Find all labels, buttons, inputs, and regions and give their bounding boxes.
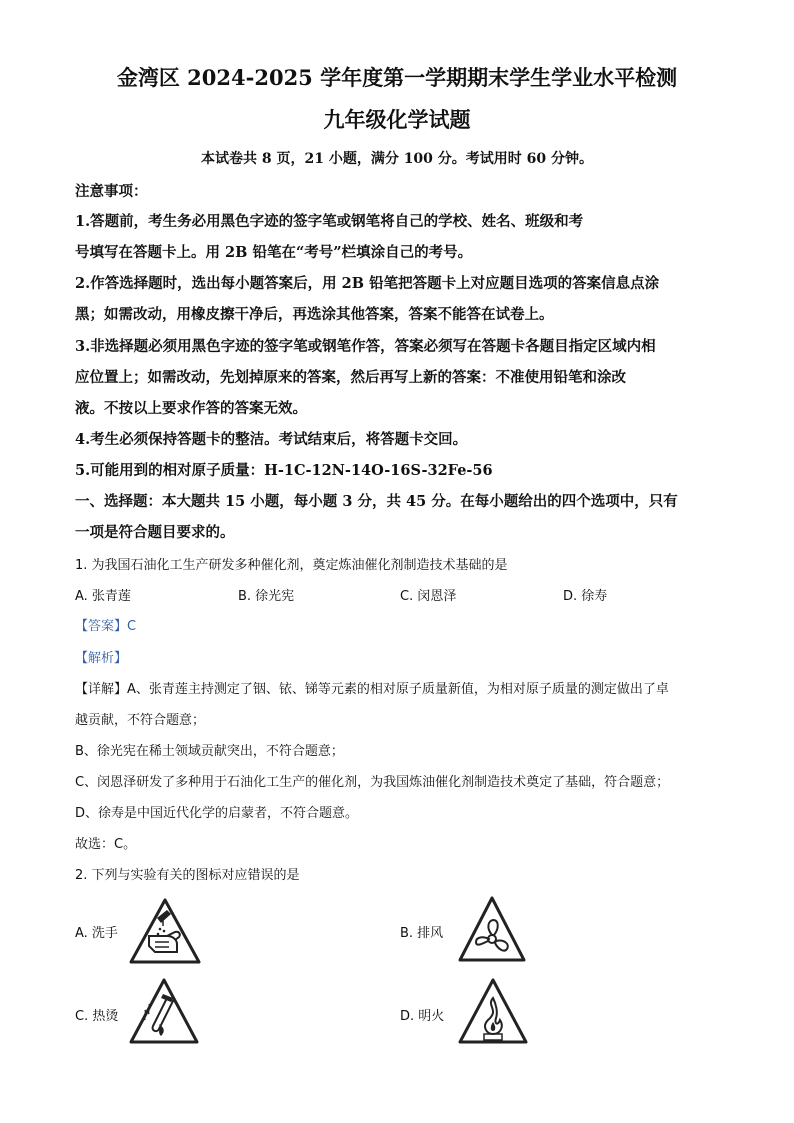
q2-stem: 2. 下列与实验有关的图标对应错误的是	[75, 868, 300, 883]
hand-wash-icon	[127, 896, 203, 968]
q2-option-a-label: A. 洗手	[75, 926, 118, 941]
fan-icon	[456, 894, 528, 966]
q1-detail-1a: 【详解】A、张青莲主持测定了铟、铱、锑等元素的相对原子质量新值，为相对原子质量的测定做出了卓	[75, 682, 669, 697]
q1-answer: 【答案】C	[75, 619, 137, 634]
q2-option-b-label: B. 排风	[400, 926, 444, 941]
q1-option-c: C. 闵恩泽	[400, 589, 457, 604]
q1-detail-3: C、闵恩泽研发了多种用于石油化工生产的催化剂，为我国炼油催化剂制造技术奠定了基础，符合题意；	[75, 775, 670, 790]
hot-test-tube-icon	[127, 976, 201, 1048]
q1-stem: 1. 为我国石油化工生产研发多种催化剂，奠定炼油催化剂制造技术基础的是	[75, 558, 508, 573]
q1-analysis: 【解析】	[75, 651, 128, 666]
q1-conclusion: 故选：C。	[75, 837, 137, 852]
notice-line-1b: 号填写在答题卡上。用 2B 铅笔在“考号”栏填涂自己的考号。	[75, 244, 473, 261]
notice-line-1a: 1.答题前，考生务必用黑色字迹的签字笔或钢笔将自己的学校、姓名、班级和考	[75, 213, 584, 230]
q1-option-a: A. 张青莲	[75, 589, 131, 604]
q2-option-c-label: C. 热烫	[75, 1009, 119, 1024]
q1-detail-2: B、徐光宪在稀土领域贡献突出，不符合题意；	[75, 744, 344, 759]
notice-line-4: 4.考生必须保持答题卡的整洁。考试结束后，将答题卡交回。	[75, 431, 468, 448]
notice-line-3a: 3.非选择题必须用黑色字迹的签字笔或钢笔作答，答案必须写在答题卡各题目指定区域内相	[75, 338, 656, 355]
section-heading-line-1: 一、选择题：本大题共 15 小题，每小题 3 分，共 45 分。在每小题给出的四个选项中，只有	[75, 493, 678, 510]
q1-option-d: D. 徐寿	[563, 589, 608, 604]
notice-heading: 注意事项：	[75, 183, 148, 200]
notice-line-2a: 2.作答选择题时，选出每小题答案后，用 2B 铅笔把答题卡上对应题目选项的答案信息点涂	[75, 275, 660, 292]
section-heading-line-2: 一项是符合题目要求的。	[75, 524, 235, 541]
flame-icon	[456, 976, 530, 1048]
q1-detail-4: D、徐寿是中国近代化学的启蒙者，不符合题意。	[75, 806, 359, 821]
exam-title: 金湾区 2024-2025 学年度第一学期期末学生学业水平检测	[116, 65, 678, 90]
q1-detail-1b: 越贡献，不符合题意；	[75, 713, 206, 728]
q2-option-d-label: D. 明火	[400, 1009, 445, 1024]
notice-line-3b: 应位置上；如需改动，先划掉原来的答案，然后再写上新的答案：不准使用铅笔和涂改	[75, 369, 626, 386]
exam-info: 本试卷共 8 页，21 小题，满分 100 分。考试用时 60 分钟。	[200, 151, 594, 167]
notice-line-2b: 黑；如需改动，用橡皮擦干净后，再选涂其他答案，答案不能答在试卷上。	[75, 306, 554, 323]
q1-option-b: B. 徐光宪	[238, 589, 295, 604]
notice-line-3c: 液。不按以上要求作答的答案无效。	[75, 400, 307, 417]
exam-subtitle: 九年级化学试题	[323, 107, 471, 132]
notice-line-5: 5.可能用到的相对原子质量：H-1C-12N-14O-16S-32Fe-56	[75, 462, 493, 479]
